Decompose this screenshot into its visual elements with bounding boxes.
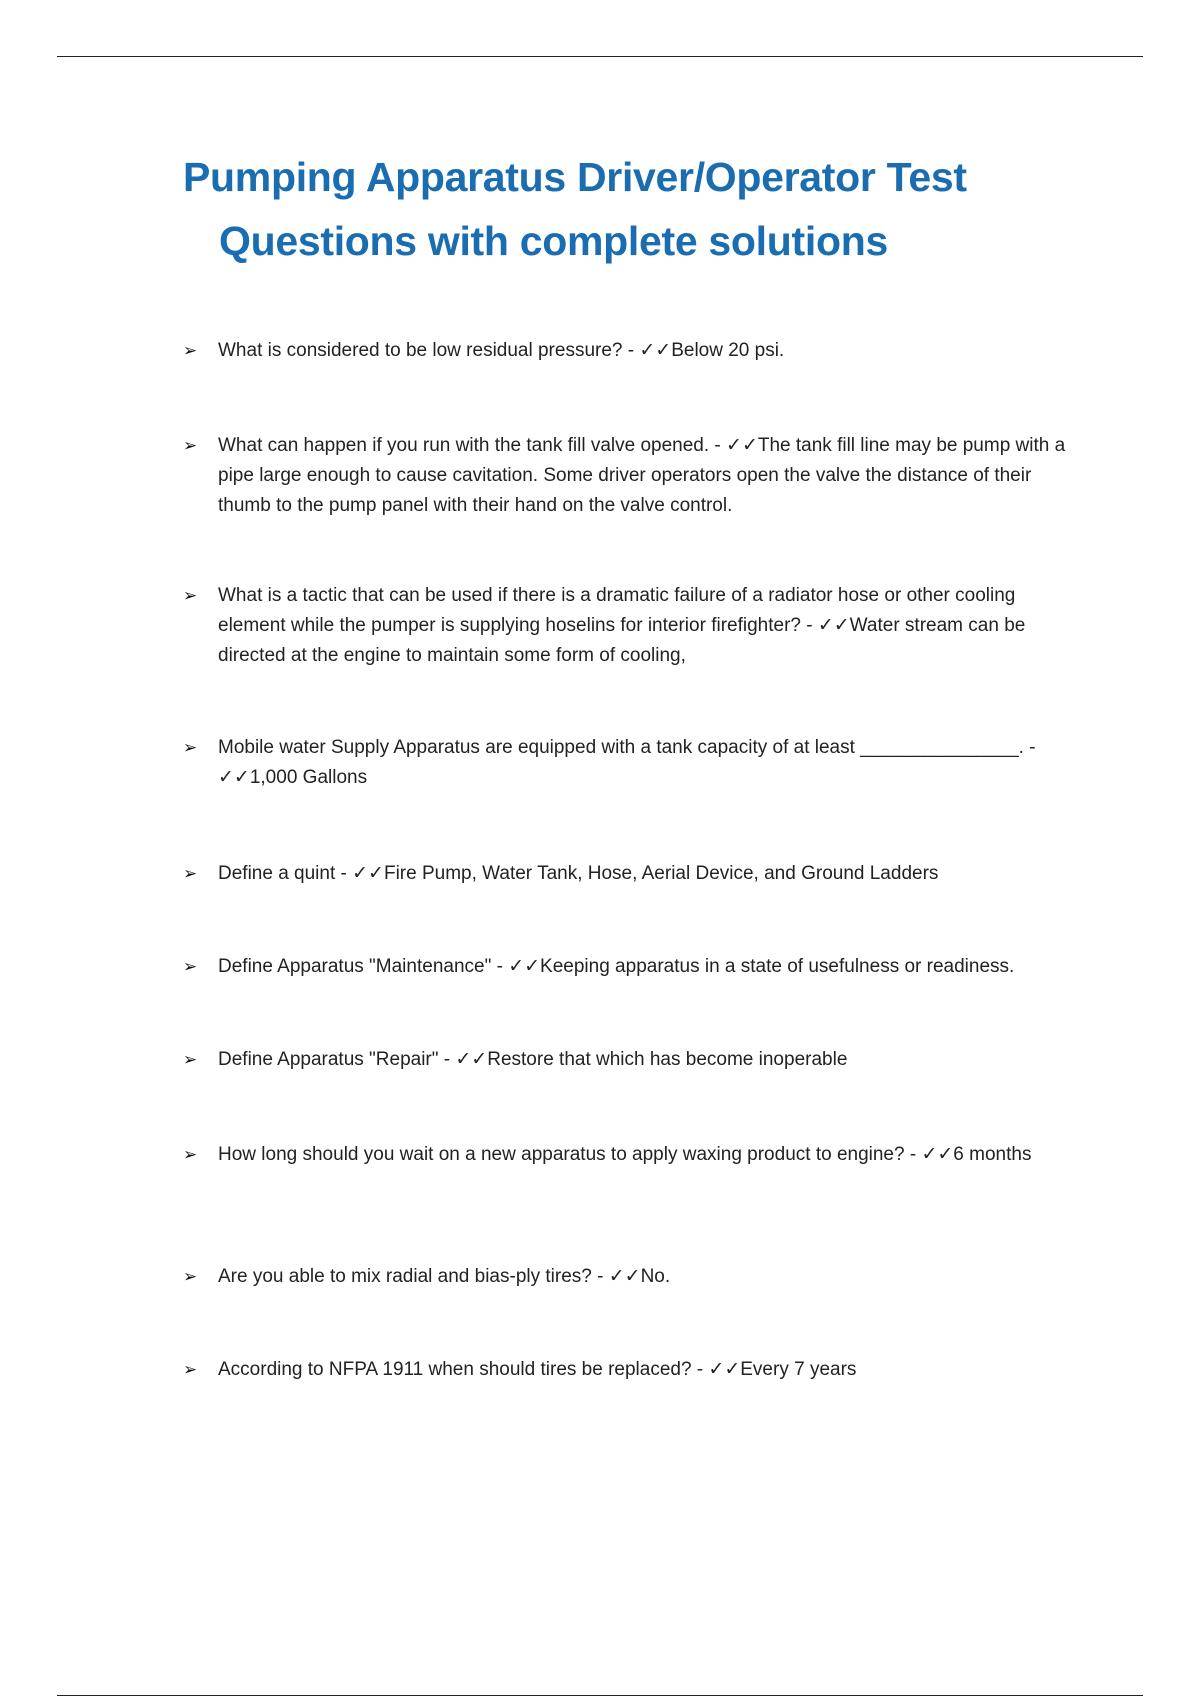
qa-item [183,952,1083,982]
qa-text: Mobile water Supply Apparatus are equipped with a tank capacity of at least _______________. - ✓✓1,000 Gallons [218,737,1036,788]
qa-item [183,581,1083,671]
arrow-bullet-icon: ➢ [183,1360,198,1379]
qa-text: Are you able to mix radial and bias-ply tires? - ✓✓No. [218,1266,671,1287]
footer-rule [57,1695,1143,1696]
arrow-bullet-icon: ➢ [183,1267,198,1286]
arrow-bullet-icon: ➢ [183,1050,198,1069]
qa-text: According to NFPA 1911 when should tires be replaced? - ✓✓Every 7 years [218,1359,857,1380]
qa-text: What is considered to be low residual pressure? - ✓✓Below 20 psi. [218,340,785,361]
qa-item [183,1045,1083,1075]
qa-item [183,1140,1083,1170]
arrow-bullet-icon: ➢ [183,586,198,605]
arrow-bullet-icon: ➢ [183,436,198,455]
qa-item [183,336,1083,366]
arrow-bullet-icon: ➢ [183,738,198,757]
arrow-bullet-icon: ➢ [183,957,198,976]
qa-item [183,1262,1083,1292]
qa-item [183,733,1083,793]
qa-text: How long should you wait on a new apparatus to apply waxing product to engine? - ✓✓6 months [218,1144,1032,1165]
qa-item [183,431,1083,521]
header-rule [57,56,1143,57]
arrow-bullet-icon: ➢ [183,341,198,360]
qa-item [183,1355,1083,1385]
qa-item [183,859,1083,889]
qa-text: What is a tactic that can be used if there is a dramatic failure of a radiator hose or other cooling element while the pumper is supplying hoselins for interior firefighter? - ✓✓Water stream can be directed at the engine to maintain some form of cooling, [218,585,1026,666]
title-line-1: Pumping Apparatus Driver/Operator Test [183,154,967,200]
document-title [183,145,1083,273]
qa-text: Define Apparatus "Repair" - ✓✓Restore that which has become inoperable [218,1049,848,1070]
arrow-bullet-icon: ➢ [183,1145,198,1164]
qa-text: Define Apparatus "Maintenance" - ✓✓Keeping apparatus in a state of usefulness or readiness. [218,956,1015,977]
title-line-2: Questions with complete solutions [219,218,888,264]
arrow-bullet-icon: ➢ [183,864,198,883]
qa-text: What can happen if you run with the tank fill valve opened. - ✓✓The tank fill line may be pump with a pipe large enough to cause cavitation. Some driver operators open the valve the distance of their thumb to the pump panel with their hand on the valve control. [218,435,1066,516]
qa-text: Define a quint - ✓✓Fire Pump, Water Tank, Hose, Aerial Device, and Ground Ladders [218,863,939,884]
